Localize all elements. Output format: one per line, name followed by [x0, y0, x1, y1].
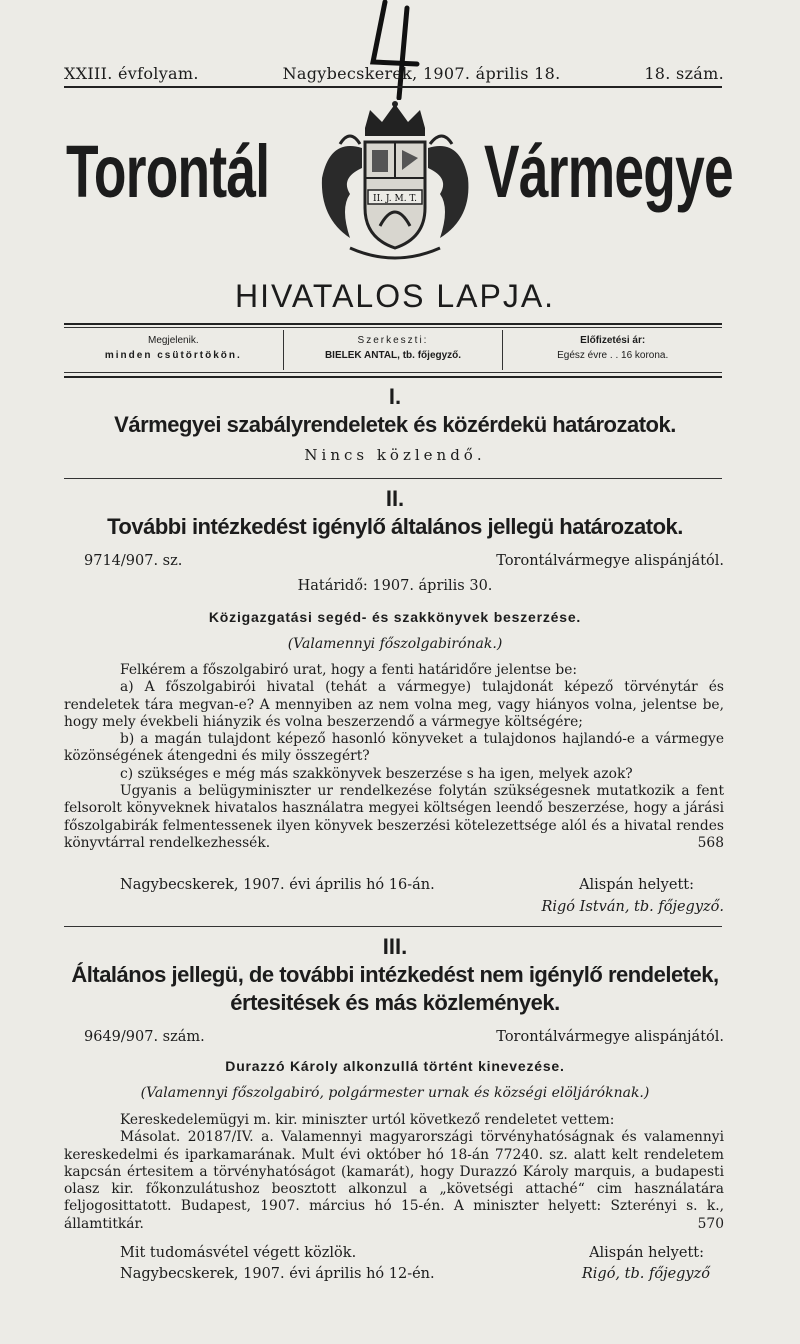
section-2-file-number: 568 — [697, 835, 724, 852]
divider — [64, 327, 722, 328]
section-2-reference — [64, 553, 724, 569]
crest-label: II. J. M. T. — [373, 194, 417, 204]
section-1-heading: Vármegyei szabályrendeletek és közérdekü határozatok. — [114, 412, 676, 437]
volume-label: XXIII. évfolyam. — [64, 64, 199, 83]
section-3-closing: Mit tudomásvétel végett közlök. — [120, 1245, 357, 1261]
section-3-paragraph: Másolat. 20187/IV. a. Valamennyi magyarországi törvényhatóságnak és valamennyi kereskedelmi és iparkamarának. Mult évi október hó 18-án 77240. sz. alatt kelt rendeletem kapcsán értesitem a törvényhatóságot (kamarát), hogy Durazzó Károly marquis, a budapesti olasz kir. főkonzulátushoz beosztott alkonzul a „követségi attaché“ cim használatára feljogosittatott. Budapest, 1907. március hó 15-én. A miniszter helyett: Szterényi s. k., államtitkár. — [64, 1129, 724, 1232]
section-3-reference — [64, 1029, 724, 1045]
section-3-heading-line-1: Általános jellegü, de további intézkedést nem igénylő rendeletek, — [71, 962, 719, 987]
section-3-subject: Durazzó Károly alkonzullá történt kinevezése. — [225, 1058, 565, 1074]
section-3-sign-role: Alispán helyett: — [589, 1245, 704, 1261]
section-3-sign-name: Rigó, tb. főjegyző — [581, 1266, 710, 1282]
section-2-sign-role: Alispán helyett: — [579, 877, 694, 893]
section-3-file-number: 570 — [697, 1216, 724, 1233]
section-3-paragraph: Kereskedelemügyi m. kir. miniszter urtól következő rendeletet vettem: — [120, 1112, 615, 1128]
section-3-sign-place: Nagybecskerek, 1907. évi április hó 12-én. — [120, 1266, 435, 1282]
section-3-ref-number: 9649/907. szám. — [84, 1029, 205, 1045]
divider — [64, 372, 722, 373]
section-3-heading-line-2: értesitések és más közlemények. — [230, 990, 560, 1015]
section-2-paragraph: b) a magán tulajdont képező hasonló könyveket a tulajdonos hajlandó-e a vármegye közönségének átengedni és mily összegért? — [64, 731, 724, 765]
section-2-paragraph: Felkérem a főszolgabiró urat, hogy a fenti határidőre jelentse be: — [120, 662, 578, 678]
masthead-info-bar — [64, 330, 722, 370]
info-published-label: Megjelenik. — [148, 335, 199, 346]
info-publication — [64, 330, 283, 370]
section-2-body — [64, 662, 724, 853]
title-right: Vármegye — [484, 130, 733, 213]
divider — [64, 376, 722, 378]
section-2-ref-issuer: Torontálvármegye alispánjától. — [496, 553, 724, 569]
section-3-ref-issuer: Torontálvármegye alispánjától. — [496, 1029, 724, 1045]
info-subscription — [502, 330, 722, 370]
section-2-signature-row — [64, 877, 724, 893]
section-2-number: II. — [385, 486, 405, 511]
section-2-sign-place: Nagybecskerek, 1907. évi április hó 16-án. — [120, 877, 435, 893]
masthead-top-line — [64, 64, 724, 83]
section-3-addressee: (Valamennyi főszolgabiró, polgármester urnak és községi elöljáróknak.) — [140, 1085, 650, 1101]
section-2-paragraph: c) szükséges e még más szakkönyvek beszerzése s ha igen, melyek azok? — [120, 765, 633, 782]
section-3-signature-row — [64, 1266, 724, 1282]
coat-of-arms-icon — [310, 98, 480, 270]
divider — [64, 86, 722, 88]
title-left: Torontál — [66, 130, 270, 213]
divider — [64, 323, 722, 325]
place-date: Nagybecskerek, 1907. április 18. — [282, 64, 561, 83]
section-2-paragraph: Ugyanis a belügyminiszter ur rendelkezése folytán szükségesnek mutatkozik a fent felsorolt könyveknek hivatalos használatra megyei költségen leendő beszerzése, hogy a járási főszolgabirák felmentessenek ilyen könyvek beszerzési kötelezettsége alól és a hivatal rendes könyvtárral rendelkezhessék. — [64, 783, 724, 851]
info-subscription-label: Előfizetési ár: — [580, 335, 646, 346]
section-2-deadline: Határidő: 1907. április 30. — [297, 578, 493, 594]
info-published-value: minden csütörtökön. — [104, 350, 242, 361]
subtitle: HIVATALOS LAPJA. — [234, 278, 556, 314]
info-editor-label: Szerkeszti: — [357, 335, 429, 346]
info-subscription-value: Egész évre . . 16 korona. — [557, 350, 669, 361]
section-3-closing-row — [64, 1245, 724, 1261]
handwritten-number-4 — [355, 0, 425, 100]
section-2-ref-number: 9714/907. sz. — [84, 553, 183, 569]
section-2-sign-name: Rigó István, tb. főjegyző. — [541, 899, 724, 915]
info-editor — [283, 330, 503, 370]
section-2-heading: További intézkedést igénylő általános jellegü határozatok. — [107, 514, 683, 539]
section-2-paragraph: a) A főszolgabirói hivatal (tehát a vármegye) tulajdonát képező törvénytár és rendeletek tára megvan-e? A mennyiben az nem volna meg, vagy hiányos volna, jelentse be, hogy mely évekbeli hiányzik és volna beszerzendő a vármegye költségére; — [64, 679, 724, 730]
issue-number: 18. szám. — [644, 64, 724, 83]
info-editor-value: BIELEK ANTAL, tb. főjegyző. — [324, 350, 462, 361]
section-3-number: III. — [382, 934, 408, 959]
section-3-body — [64, 1112, 724, 1233]
section-2-addressee: (Valamennyi főszolgabirónak.) — [287, 636, 503, 652]
divider — [64, 926, 722, 927]
section-2-signature-name-row — [64, 899, 724, 915]
section-1-note: Nincs közlendő. — [304, 446, 486, 464]
section-1-number: I. — [388, 384, 402, 409]
divider — [64, 478, 722, 479]
section-2-subject: Közigazgatási segéd- és szakkönyvek beszerzése. — [208, 609, 582, 625]
